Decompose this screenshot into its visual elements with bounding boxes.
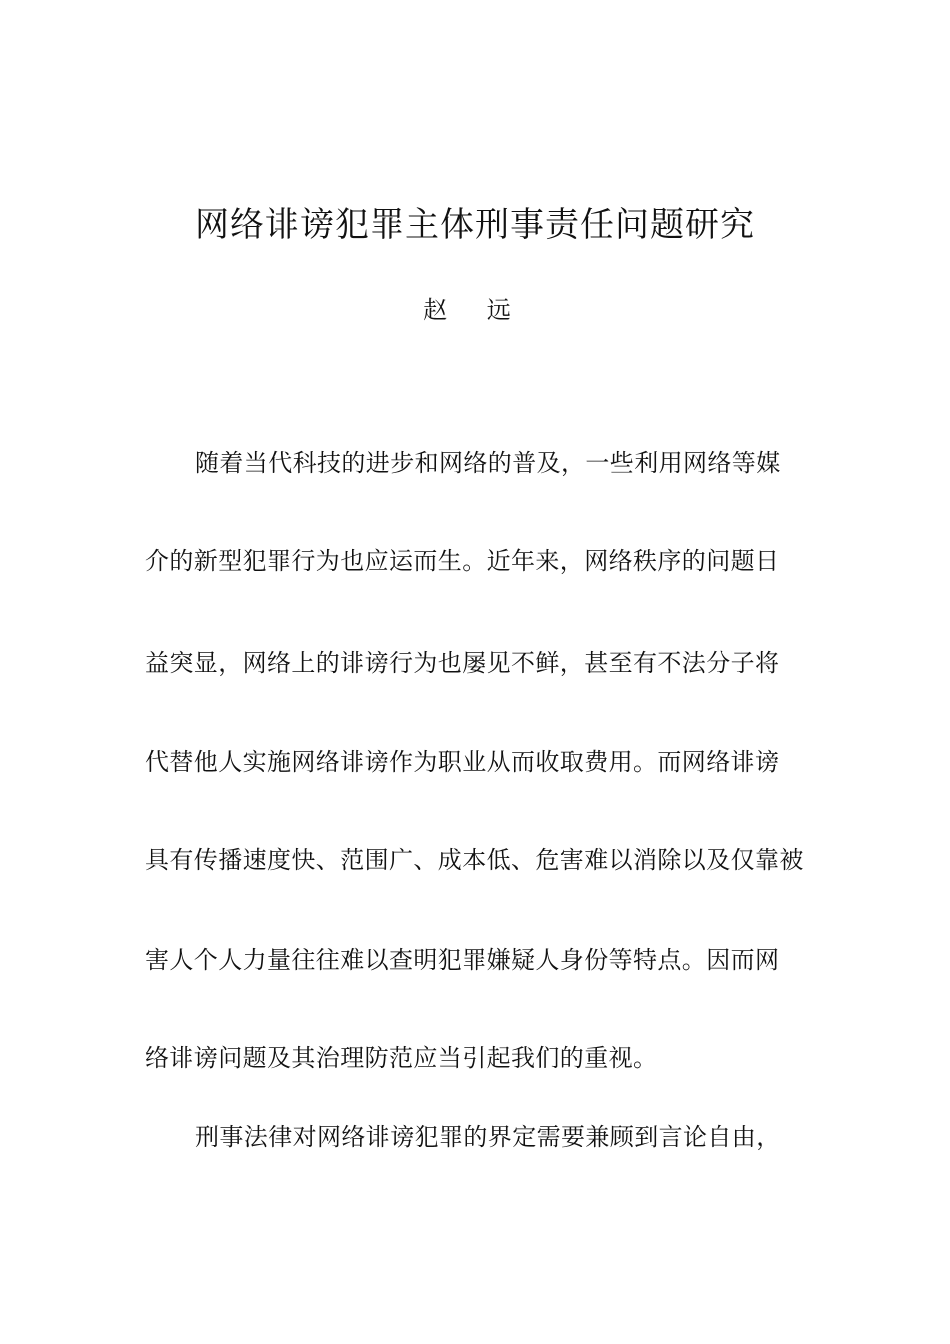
paragraph-line: 害人个人力量往往难以查明犯罪嫌疑人身份等特点。因而网 xyxy=(145,946,780,974)
paragraph-line: 益突显，网络上的诽谤行为也屡见不鲜，甚至有不法分子将 xyxy=(145,649,780,677)
paragraph-line: 络诽谤问题及其治理防范应当引起我们的重视。 xyxy=(145,1044,658,1072)
document-title: 网络诽谤犯罪主体刑事责任问题研究 xyxy=(195,205,755,245)
paragraph-line: 具有传播速度快、范围广、成本低、危害难以消除以及仅靠被 xyxy=(145,846,804,874)
paragraph-line: 代替他人实施网络诽谤作为职业从而收取费用。而网络诽谤 xyxy=(145,748,780,776)
paragraph-line: 随着当代科技的进步和网络的普及，一些利用网络等媒 xyxy=(195,449,781,477)
paragraph-line: 刑事法律对网络诽谤犯罪的界定需要兼顾到言论自由， xyxy=(195,1123,781,1151)
paragraph-line: 介的新型犯罪行为也应运而生。近年来，网络秩序的问题日 xyxy=(145,547,780,575)
document-author: 赵 远 xyxy=(423,296,527,324)
